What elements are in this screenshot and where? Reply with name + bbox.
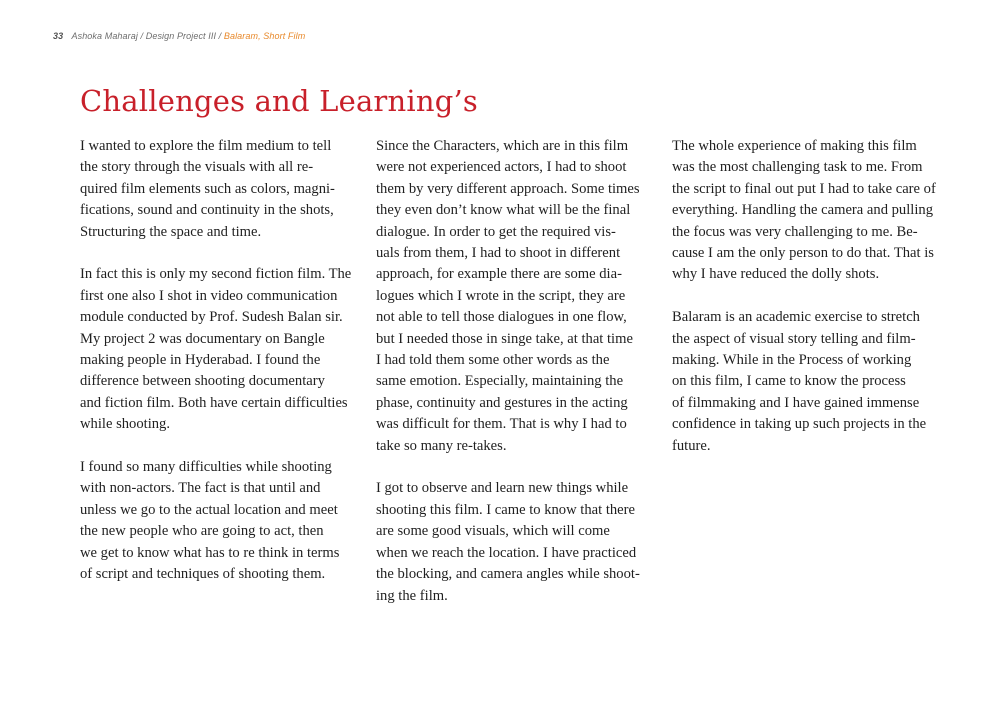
paragraph: The whole experience of making this film was the most challenging task to me. From the script to final out put I had to take care of everything. Handling the camera and pulling the focus was very challenging to me. Be- cause I am the only person to do that. That is why I have reduced the dolly shots. bbox=[672, 138, 936, 283]
header-project: Balaram, Short Film bbox=[223, 31, 306, 41]
paragraph: Balaram is an academic exercise to stretch the aspect of visual story telling and film- making. While in the Process of working on this film, I came to know the process of filmmaking and I have gained immense confidence in taking up such projects in the future. bbox=[672, 309, 927, 454]
paragraph: I got to observe and learn new things while shooting this film. I came to know that there are some good visuals, which will come when we reach the location. I have practiced the blocking, and camera angles while shoot- ing the film. bbox=[376, 480, 640, 604]
paragraph: I wanted to explore the film medium to tell the story through the visuals with all re- quired film elements such as colors, magni- fications, sound and continuity in the shots, Structuring the space and time. bbox=[80, 138, 335, 240]
paragraph: I found so many difficulties while shooting with non-actors. The fact is that until and unless we go to the actual location and meet the new people who are going to act, then we get to know what has to re think in terms of script and techniques of shooting them. bbox=[80, 459, 340, 583]
page-number: 33 bbox=[53, 31, 64, 41]
page-title: Challenges and Learning’s bbox=[80, 84, 478, 118]
header-path: Ashoka Maharaj / Design Project III / bbox=[71, 31, 222, 41]
paragraph: In fact this is only my second fiction film. The first one also I shot in video communication module conducted by Prof. Sudesh Balan sir. My project 2 was documentary on Bangle making people in Hyderabad. I found the difference between shooting documentary and fiction film. Both have certain difficulties while shooting. bbox=[80, 266, 352, 433]
text-column-3 bbox=[672, 136, 954, 478]
paragraph: Since the Characters, which are in this film were not experienced actors, I had to shoot them by very different approach. Some times they even don’t know what will be the final dialogue. In order to get the required vis- uals from them, I had to shoot in different approach, for example there are some dia- logues which I wrote in the script, they are not able to tell those dialogues in one flow, but I needed those in singe take, at that time I had told them some other words as the same emotion. Especially, maintaining the phase, continuity and gestures in the acting was difficult for them. That is why I had to take so many re-takes. bbox=[376, 138, 640, 454]
text-column-2 bbox=[376, 136, 658, 628]
running-header bbox=[53, 31, 305, 41]
text-column-1 bbox=[80, 136, 362, 607]
